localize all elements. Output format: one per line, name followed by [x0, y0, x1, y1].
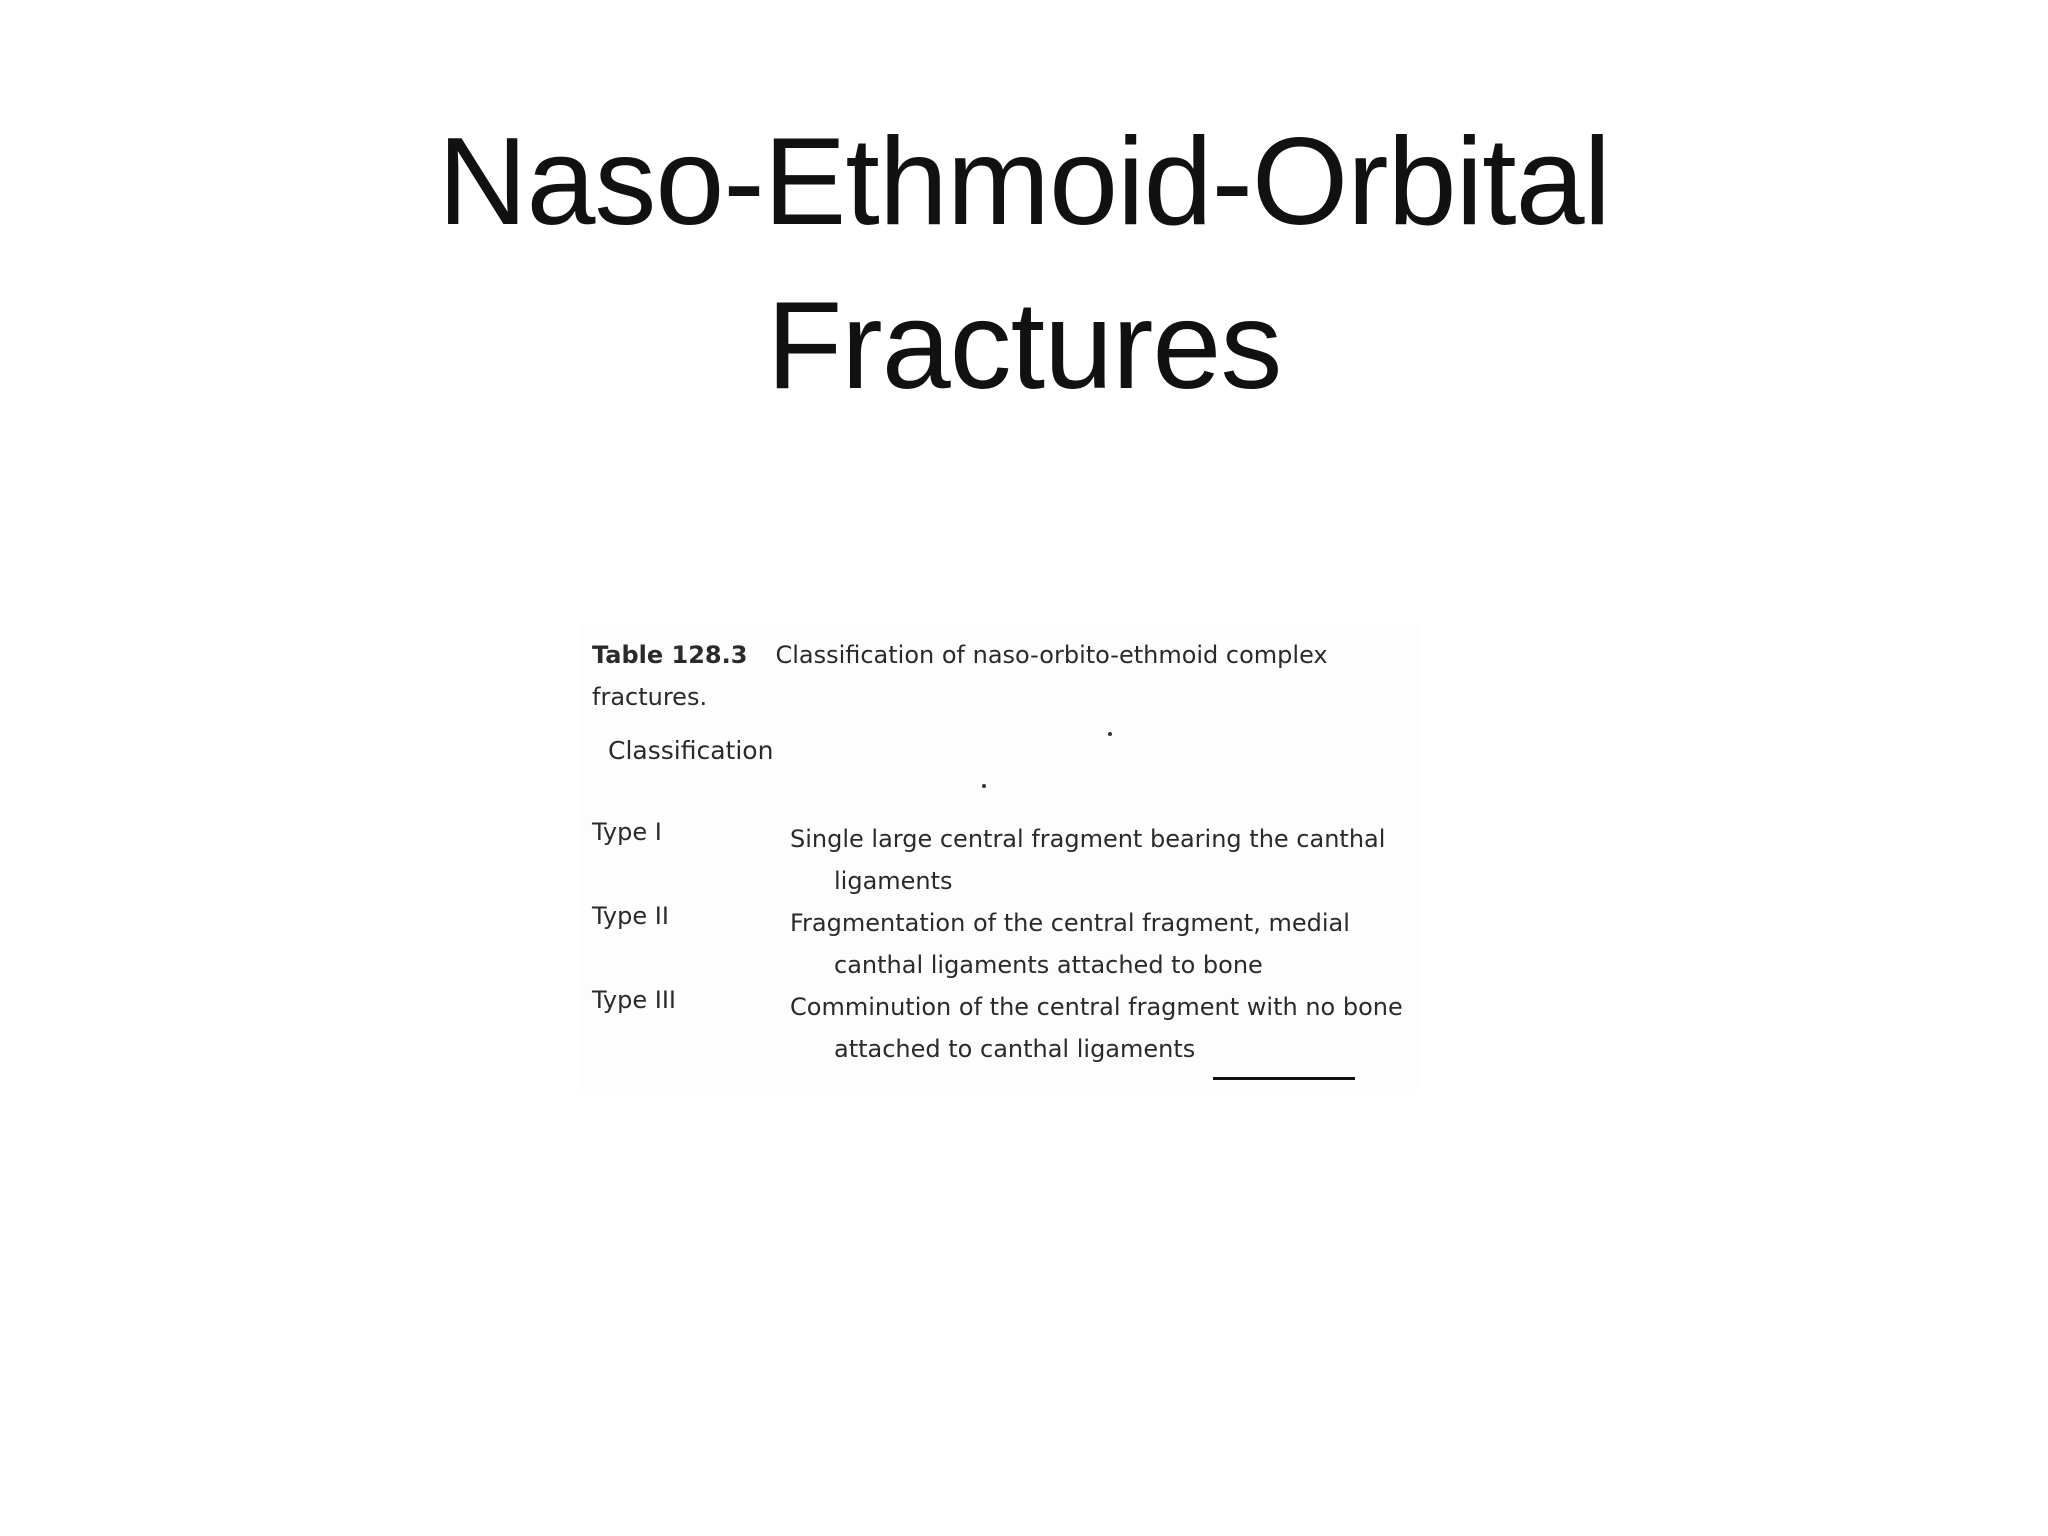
table-caption [592, 634, 1392, 718]
row-description [790, 986, 1430, 1070]
row-type: Type II [592, 902, 669, 930]
row-description-line-2: canthal ligaments attached to bone [834, 951, 1263, 979]
row-type: Type I [592, 818, 662, 846]
slide-title [0, 100, 2048, 428]
table-caption-line-2: fractures. [592, 683, 708, 711]
row-type: Type III [592, 986, 676, 1014]
slide-title-line-2: Fractures [766, 277, 1282, 415]
slide-title-line-1: Naso-Ethmoid-Orbital [437, 113, 1611, 251]
table-column-header: Classification [608, 736, 774, 765]
classification-table-image [578, 624, 1418, 1090]
row-description-line-1: Comminution of the central fragment with no bone [790, 993, 1403, 1021]
row-description-line-2: attached to canthal ligaments [834, 1035, 1196, 1063]
row-description-line-2: ligaments [834, 867, 953, 895]
row-description [790, 902, 1430, 986]
table-caption-line-1: Classification of naso-orbito-ethmoid complex [775, 641, 1328, 669]
scan-speck [982, 784, 986, 788]
row-description [790, 818, 1430, 902]
row-description-line-1: Single large central fragment bearing the canthal [790, 825, 1386, 853]
table-bottom-rule [1213, 1077, 1355, 1080]
row-description-line-1: Fragmentation of the central fragment, medial [790, 909, 1350, 937]
scan-speck [1108, 732, 1112, 736]
table-label: Table 128.3 [592, 641, 748, 669]
